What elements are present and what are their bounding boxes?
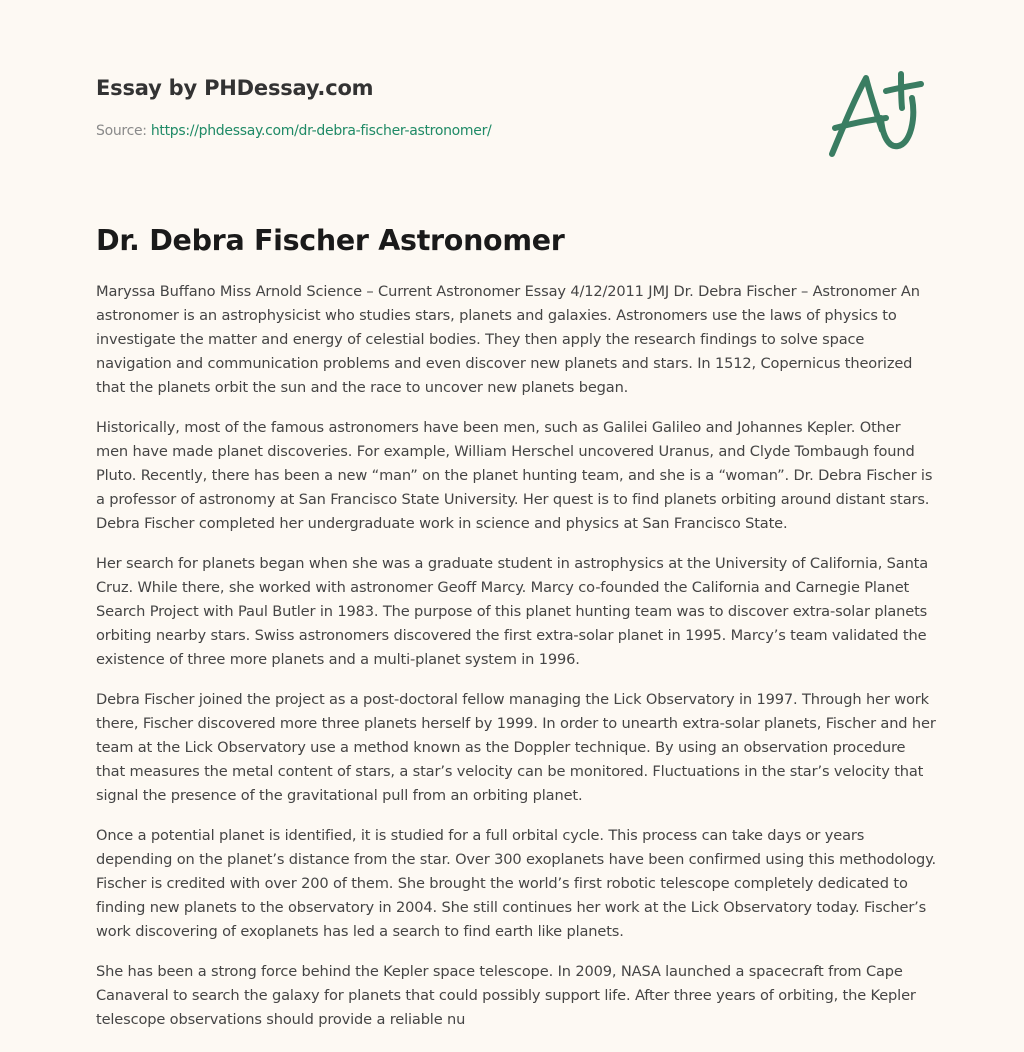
paragraph: Debra Fischer joined the project as a post-doctoral fellow managing the Lick Observatory in 1997. Through her work there, Fischer discovered more three planets herself by 1999. In order to unearth extra-solar planets, Fischer and her team at the Lick Observatory use a method known as the Doppler technique. By using an observation procedure that measures the metal content of stars, a star’s velocity can be monitored. Fluctuations in the star’s velocity that signal the presence of the gravitational pull from an orbiting planet. [96, 691, 936, 804]
site-title: Essay by PHDessay.com [96, 76, 374, 100]
article-body [96, 280, 936, 1048]
source-label: Source: [96, 123, 151, 139]
a-plus-logo-icon [810, 60, 940, 170]
paragraph: Her search for planets began when she was a graduate student in astrophysics at the University of California, Santa Cruz. While there, she worked with astronomer Geoff Marcy. Marcy co-founded the California and Carnegie Planet Search Project with Paul Butler in 1983. The purpose of this planet hunting team was to discover extra-solar planets orbiting nearby stars. Swiss astronomers discovered the first extra-solar planet in 1995. Marcy’s team validated the existence of three more planets and a multi-planet system in 1996. [96, 555, 929, 668]
paragraph: Historically, most of the famous astronomers have been men, such as Galilei Galileo and Johannes Kepler. Other men have made planet discoveries. For example, William Herschel uncovered Uranus, and Clyde Tombaugh found Pluto. Recently, there has been a new “man” on the planet hunting team, and she is a “woman”. Dr. Debra Fischer is a professor of astronomy at San Francisco State University. Her quest is to find planets orbiting around distant stars. Debra Fischer completed her undergraduate work in science and physics at San Francisco State. [96, 419, 933, 532]
source-link[interactable]: https://phdessay.com/dr-debra-fischer-astronomer/ [150, 123, 492, 139]
source-line [96, 123, 491, 139]
paragraph: She has been a strong force behind the Kepler space telescope. In 2009, NASA launched a spacecraft from Cape Canaveral to search the galaxy for planets that could possibly support life. After three years of orbiting, the Kepler telescope observations should provide a reliable nu [96, 963, 916, 1028]
article-title: Dr. Debra Fischer Astronomer [96, 224, 565, 257]
paragraph: Once a potential planet is identified, it is studied for a full orbital cycle. This process can take days or years depending on the planet’s distance from the star. Over 300 exoplanets have been confirmed using this methodology. Fischer is credited with over 200 of them. She brought the world’s first robotic telescope completely dedicated to finding new planets to the observatory in 2004. She still continues her work at the Lick Observatory today. Fischer’s work discovering of exoplanets has led a search to find earth like planets. [96, 827, 936, 940]
paragraph: Maryssa Buffano Miss Arnold Science – Current Astronomer Essay 4/12/2011 JMJ Dr. Debra Fischer – Astronomer An astronomer is an astrophysicist who studies stars, planets and galaxies. Astronomers use the laws of physics to investigate the matter and energy of celestial bodies. They then apply the research findings to solve space navigation and communication problems and even discover new planets and stars. In 1512, Copernicus theorized that the planets orbit the sun and the race to uncover new planets began. [96, 283, 920, 396]
